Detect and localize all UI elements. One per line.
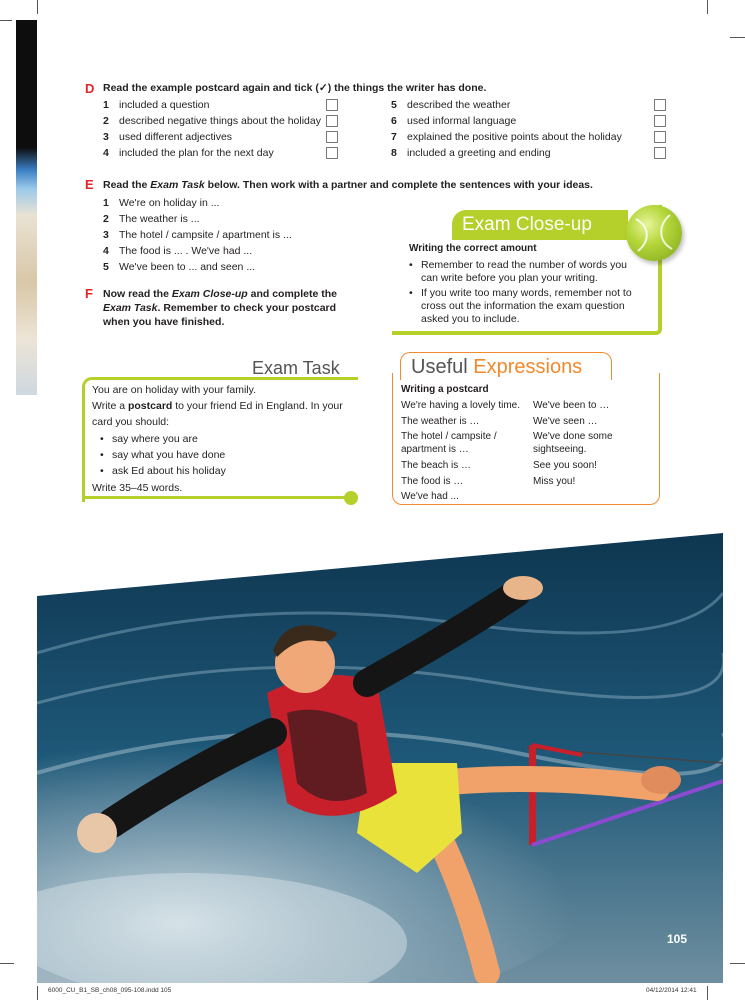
checkbox[interactable]	[326, 99, 338, 111]
list-item: 3 The hotel / campsite / apartment is ...	[103, 229, 292, 241]
crop-mark	[730, 37, 745, 38]
checkbox[interactable]	[654, 115, 666, 127]
list-item: 5 We've been to ... and seen ...	[103, 261, 256, 273]
section-e-instruction: Read the Exam Task below. Then work with a partner and complete the sentences with your ideas.	[103, 179, 593, 191]
exam-task-line: Write a postcard to your friend Ed in England. In your	[92, 400, 343, 412]
list-item: 6 used informal language	[391, 115, 517, 127]
list-item: 5 described the weather	[391, 99, 511, 111]
expression-item: We've been to …	[533, 400, 610, 411]
section-d-letter: D	[85, 81, 95, 96]
list-item: 4 included the plan for the next day	[103, 147, 274, 159]
footer-file-info: 6000_CU_B1_SB_ch08_095-108.indd 105	[48, 987, 172, 994]
section-e-letter: E	[85, 177, 94, 192]
expression-item: The beach is …	[401, 460, 472, 471]
crop-mark	[730, 963, 745, 964]
exam-task-title: Exam Task	[252, 358, 340, 378]
useful-expressions-subtitle: Writing a postcard	[401, 384, 489, 395]
checkbox[interactable]	[654, 99, 666, 111]
checkbox[interactable]	[326, 131, 338, 143]
expression-item: We've had ...	[401, 491, 459, 502]
useful-expressions-title: Useful Expressions	[400, 352, 612, 380]
list-item: 4 The food is ... . We've had ...	[103, 245, 253, 257]
exam-closeup-bullet: • If you write too many words, remember not to cross out the information the exam question asked you to include.	[421, 287, 632, 326]
section-f-instruction: Now read the Exam Close-up and complete the Exam Task. Remember to check your postcard when you have finished.	[103, 288, 337, 328]
exam-task-bullet: • ask Ed about his holiday	[112, 465, 226, 478]
list-item: 2 described negative things about the holiday	[103, 115, 321, 127]
list-item: 8 included a greeting and ending	[391, 147, 551, 159]
crop-mark	[37, 986, 38, 1000]
expression-item: apartment is …	[401, 444, 469, 455]
crop-mark	[707, 0, 708, 14]
list-item: 2 The weather is ...	[103, 213, 200, 225]
footer-date: 04/12/2014 12:41	[646, 987, 697, 994]
exam-task-line: You are on holiday with your family.	[92, 384, 257, 396]
water-skier-photo	[37, 533, 723, 983]
exam-task-line: card you should:	[92, 416, 170, 428]
expression-item: We've seen …	[533, 416, 598, 427]
crop-mark	[37, 0, 38, 14]
crop-mark	[0, 20, 12, 21]
crop-mark	[707, 986, 708, 1000]
list-item: 1 We're on holiday in ...	[103, 197, 220, 209]
exam-closeup-subtitle: Writing the correct amount	[409, 243, 537, 254]
page-number: 105	[667, 932, 688, 946]
expression-item: The weather is …	[401, 416, 480, 427]
checkbox[interactable]	[326, 147, 338, 159]
checkbox[interactable]	[326, 115, 338, 127]
section-d-instruction: Read the example postcard again and tick (✓) the things the writer has done.	[103, 82, 487, 94]
exam-task-underline	[82, 496, 350, 499]
expression-item: Miss you!	[533, 476, 576, 487]
expression-item: The food is …	[401, 476, 464, 487]
exam-task-dot	[344, 491, 358, 505]
exam-task-bullet: • say what you have done	[112, 449, 225, 462]
crop-mark	[0, 963, 14, 964]
section-f-letter: F	[85, 286, 93, 301]
expression-item: We've done some	[533, 431, 613, 442]
expression-item: See you soon!	[533, 460, 597, 471]
list-item: 3 used different adjectives	[103, 131, 233, 143]
exam-task-word-count: Write 35–45 words.	[92, 482, 183, 494]
list-item: 7 explained the positive points about the holiday	[391, 131, 622, 143]
list-item: 1 included a question	[103, 99, 210, 111]
checkbox[interactable]	[654, 131, 666, 143]
exam-closeup-bullet: • Remember to read the number of words you can write before you plan your writing.	[421, 259, 627, 285]
expression-item: sightseeing.	[533, 444, 587, 455]
expression-item: We're having a lovely time.	[401, 400, 520, 411]
exam-closeup-title: Exam Close-up	[452, 210, 628, 240]
checkbox[interactable]	[654, 147, 666, 159]
side-photo-strip	[16, 20, 37, 395]
expression-item: The hotel / campsite /	[401, 431, 497, 442]
exam-task-bullet: • say where you are	[112, 433, 198, 446]
tennis-ball-icon	[626, 205, 682, 261]
